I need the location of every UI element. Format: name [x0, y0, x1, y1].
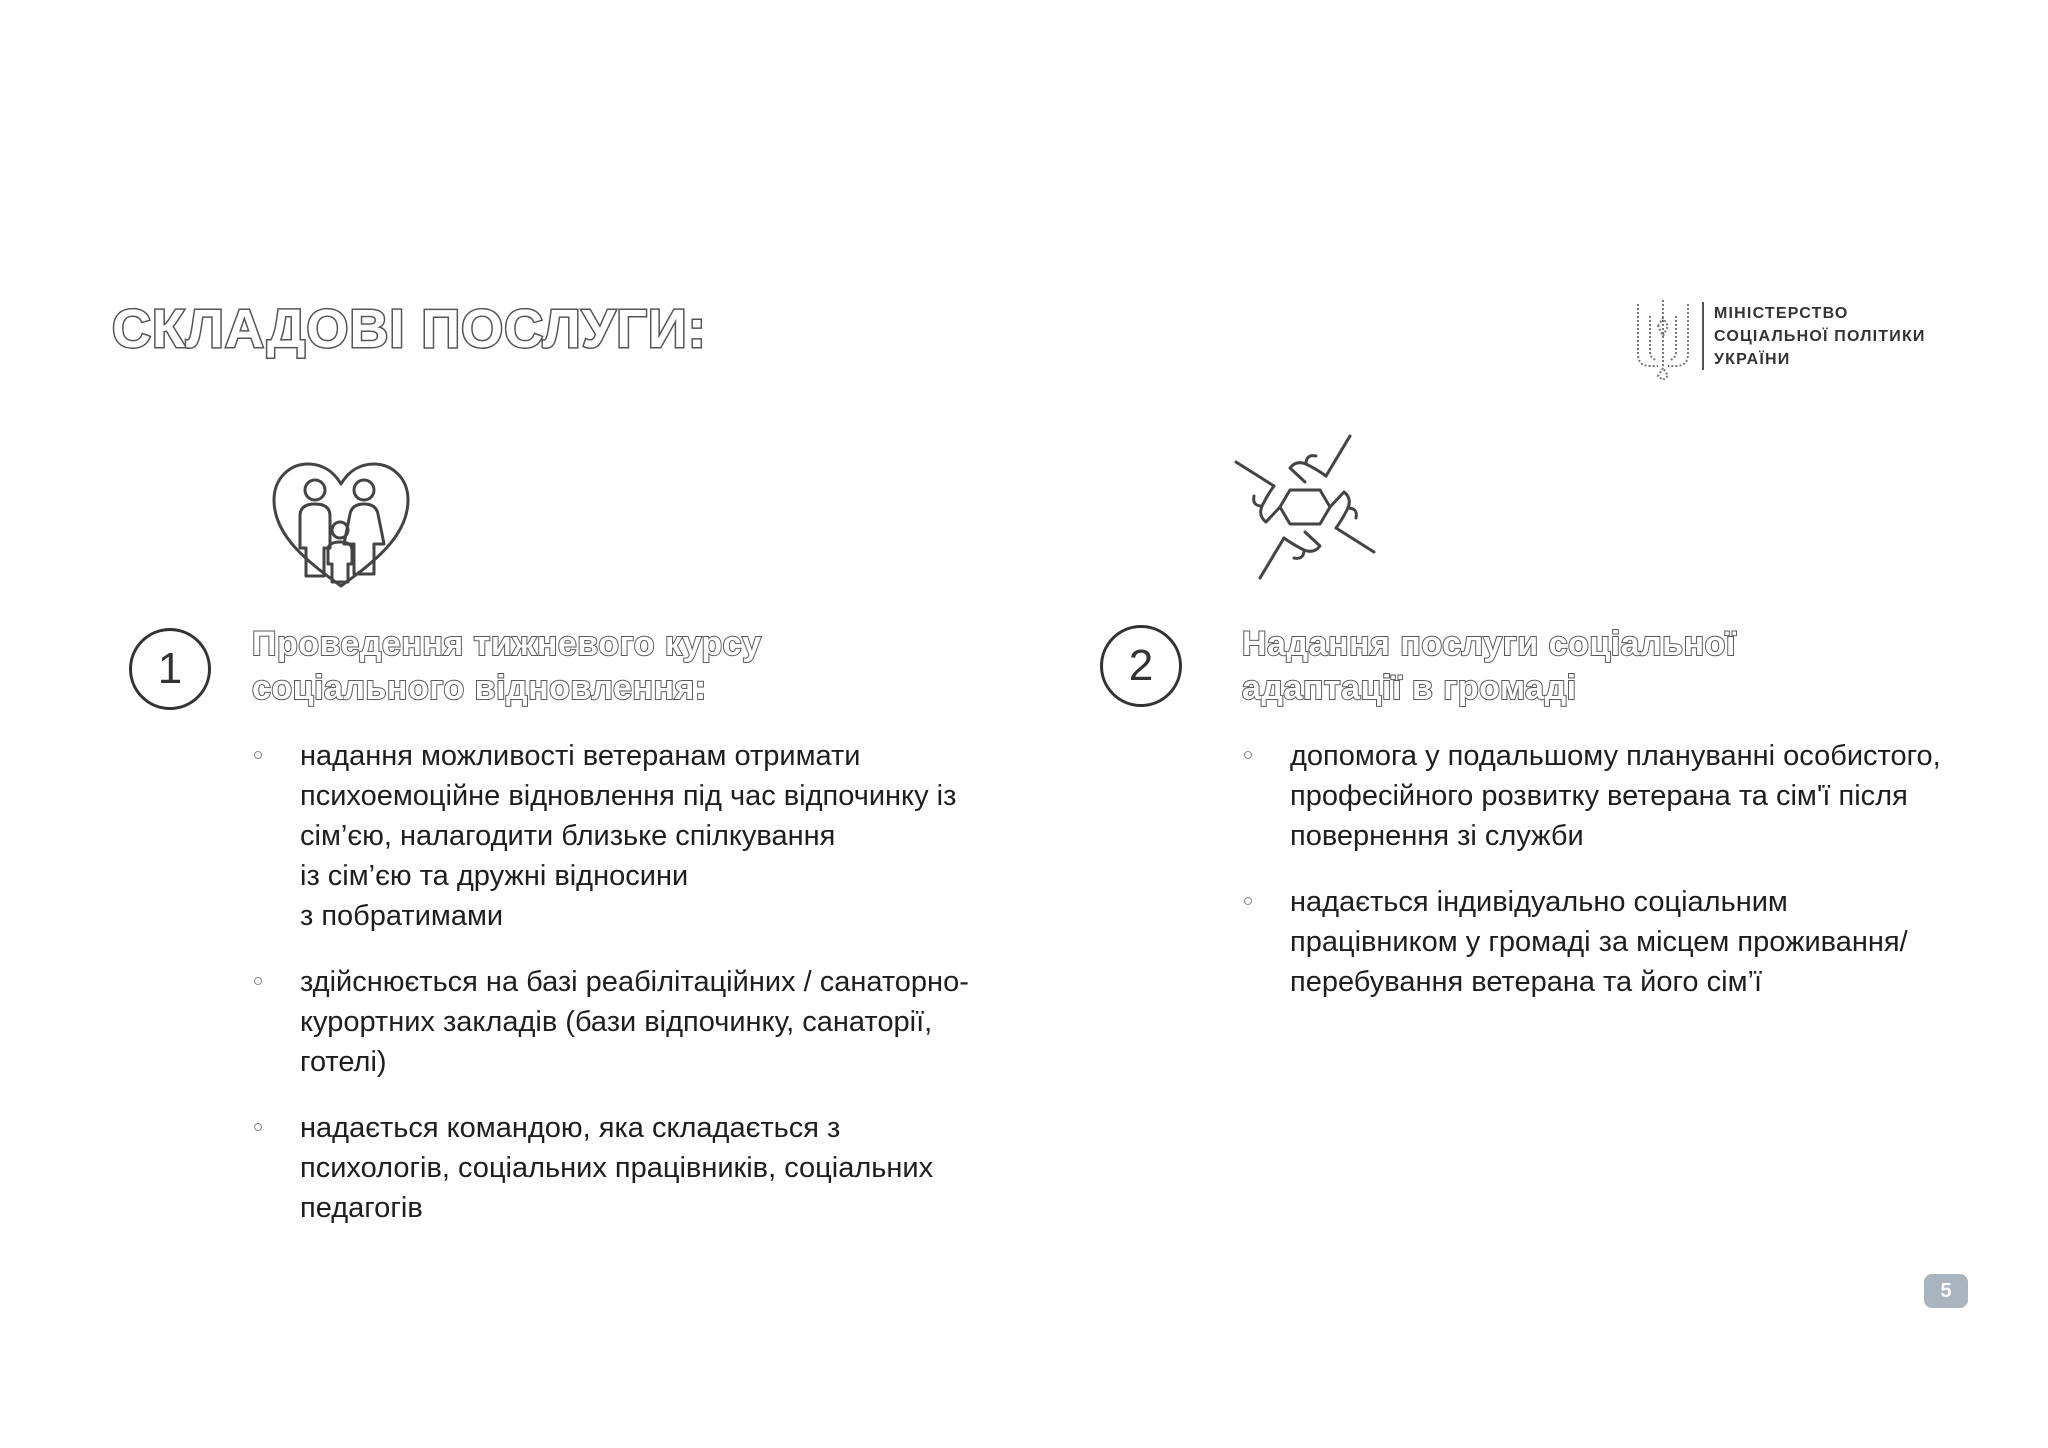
- bullet-icon: [254, 751, 262, 759]
- bullet-text: надання можливості ветеранам отримати психоемоційне відновлення під час відпочинку із сім’єю, налагодити близьке спілкування із сім’єю та дружні відносини з побратимами: [300, 740, 957, 932]
- bullet-list: [1242, 736, 1962, 1028]
- section-heading: Проведення тижневого курсу соціального відновлення:: [252, 625, 762, 707]
- list-item: [252, 962, 972, 1082]
- list-item: [252, 1108, 972, 1228]
- ministry-logo: [1632, 296, 1962, 380]
- logo-divider: [1702, 302, 1704, 370]
- bullet-list: [252, 736, 972, 1254]
- list-item: [252, 736, 972, 936]
- logo-text: [1714, 302, 1926, 371]
- bullet-text: надається командою, яка складається з психологів, соціальних працівників, соціальних педагогів: [300, 1112, 934, 1224]
- family-heart-icon: [268, 458, 414, 592]
- logo-line: УКРАЇНИ: [1714, 351, 1791, 368]
- page-number-badge: 5: [1924, 1274, 1968, 1308]
- bullet-icon: [254, 977, 262, 985]
- section-heading: Надання послуги соціальної адаптації в громаді: [1242, 625, 1736, 707]
- joined-hands-icon: [1232, 434, 1378, 580]
- bullet-text: допомога у подальшому плануванні особистого, професійного розвитку ветерана та сім'ї після повернення зі служби: [1290, 740, 1941, 852]
- logo-line: МІНІСТЕРСТВО: [1714, 305, 1849, 322]
- logo-line: СОЦІАЛЬНОЇ ПОЛІТИКИ: [1714, 328, 1926, 345]
- bullet-icon: [1244, 897, 1252, 905]
- section-number: 1: [129, 628, 211, 710]
- bullet-icon: [254, 1123, 262, 1131]
- list-item: [1242, 736, 1962, 856]
- bullet-icon: [1244, 751, 1252, 759]
- trident-icon: [1632, 296, 1694, 380]
- section-number: 2: [1100, 625, 1182, 707]
- bullet-text: здійснюється на базі реабілітаційних / санаторно-курортних закладів (бази відпочинку, санаторії, готелі): [300, 966, 969, 1078]
- page-title: СКЛАДОВІ ПОСЛУГИ:: [112, 299, 707, 359]
- bullet-text: надається індивідуально соціальним працівником у громаді за місцем проживання/ перебування ветерана та його сім’ї: [1290, 886, 1908, 998]
- list-item: [1242, 882, 1962, 1002]
